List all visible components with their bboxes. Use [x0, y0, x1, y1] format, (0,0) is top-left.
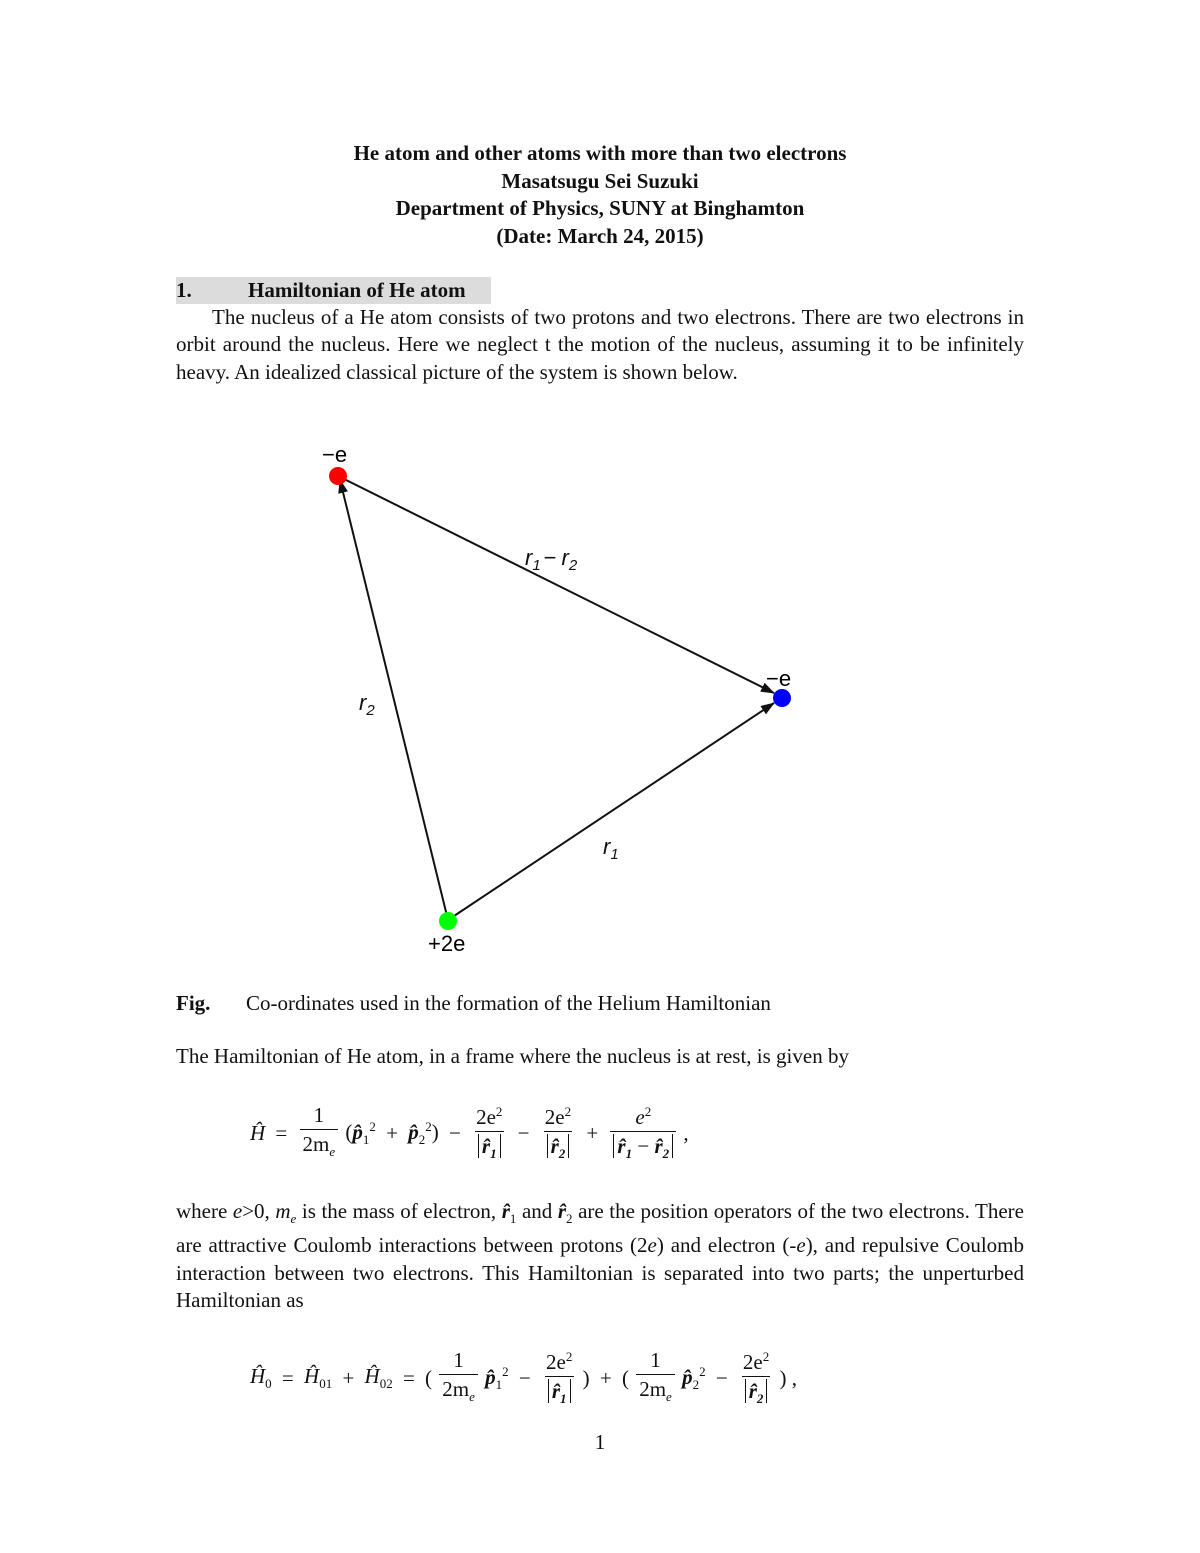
title-block — [0, 140, 1200, 250]
vector-r1-arrow — [448, 703, 774, 920]
vector-r2-arrow — [340, 480, 448, 920]
affiliation: Department of Physics, SUNY at Binghamton — [395, 196, 805, 220]
where-paragraph: where e>0, $m_e$ is the mass of electron, $r̂_1$ and $r̂_2$ are the position operators of the two electrons. There are attractive Coulomb interactions between protons (2e) and electron (-e), and repulsive Coulomb interaction between two electrons. This Hamiltonian is separated into two parts; the unperturbed Hamiltonian as — [176, 1199, 1024, 1313]
paper-title: He atom and other atoms with more than two electrons — [353, 141, 847, 165]
he-atom-diagram — [300, 440, 860, 970]
figure-caption — [176, 990, 771, 1017]
vector-r1-minus-r2-arrow — [338, 476, 774, 693]
nucleus-dot — [439, 912, 457, 930]
equation-hamiltonian: Ĥ = $\frac{1}{2m_e}$ ($p̂_1^2$ + $p̂_2^2$) − $\frac{2e^2}{r̂_1}$ − $\frac{2e^2}{r̂_2}$ + $\frac{e^2}{r̂_1 - r̂_2}$ , — [250, 1100, 689, 1166]
electron-1-dot — [329, 467, 347, 485]
hamiltonian-intro: The Hamiltonian of He atom, in a frame where the nucleus is at rest, is given by — [176, 1044, 849, 1068]
label-r2: $r_2$ — [359, 690, 375, 719]
section-heading — [176, 277, 491, 304]
section-title: Hamiltonian of He atom — [248, 278, 466, 302]
label-r1-minus-r2: $r_1 - r_2$ — [525, 545, 578, 574]
author: Masatsugu Sei Suzuki — [501, 168, 699, 193]
electron-2-dot — [773, 689, 791, 707]
label-nucleus: +2e — [428, 931, 466, 956]
label-electron-2: −e — [766, 666, 792, 691]
date: (Date: March 24, 2015) — [496, 223, 704, 248]
equation-unperturbed: $Ĥ_0$ = $Ĥ_{01}$ + $Ĥ_{02}$ = ( $\frac{1}{2m_e}$ $p̂_1^2$ − $\frac{2e^2}{r̂_1}$ ) + ( $\frac{1}{2m_e}$ $p̂_2^2$ − $\frac{2e^2}{r̂_2}$ ) , — [250, 1345, 797, 1411]
intro-paragraph: The nucleus of a He atom consists of two protons and two electrons. There are two electrons in orbit around the nucleus. Here we neglect t the motion of the nucleus, assuming it to be infinitely heavy. An idealized classical picture of the system is shown below. — [176, 305, 1024, 384]
label-electron-1: −e — [322, 442, 348, 467]
page-number: 1 — [594, 1430, 606, 1454]
section-number: 1. — [176, 278, 192, 302]
caption-text: Co-ordinates used in the formation of the Helium Hamiltonian — [246, 991, 771, 1015]
label-r1: $r_1$ — [603, 834, 619, 863]
caption-label: Fig. — [176, 991, 211, 1015]
